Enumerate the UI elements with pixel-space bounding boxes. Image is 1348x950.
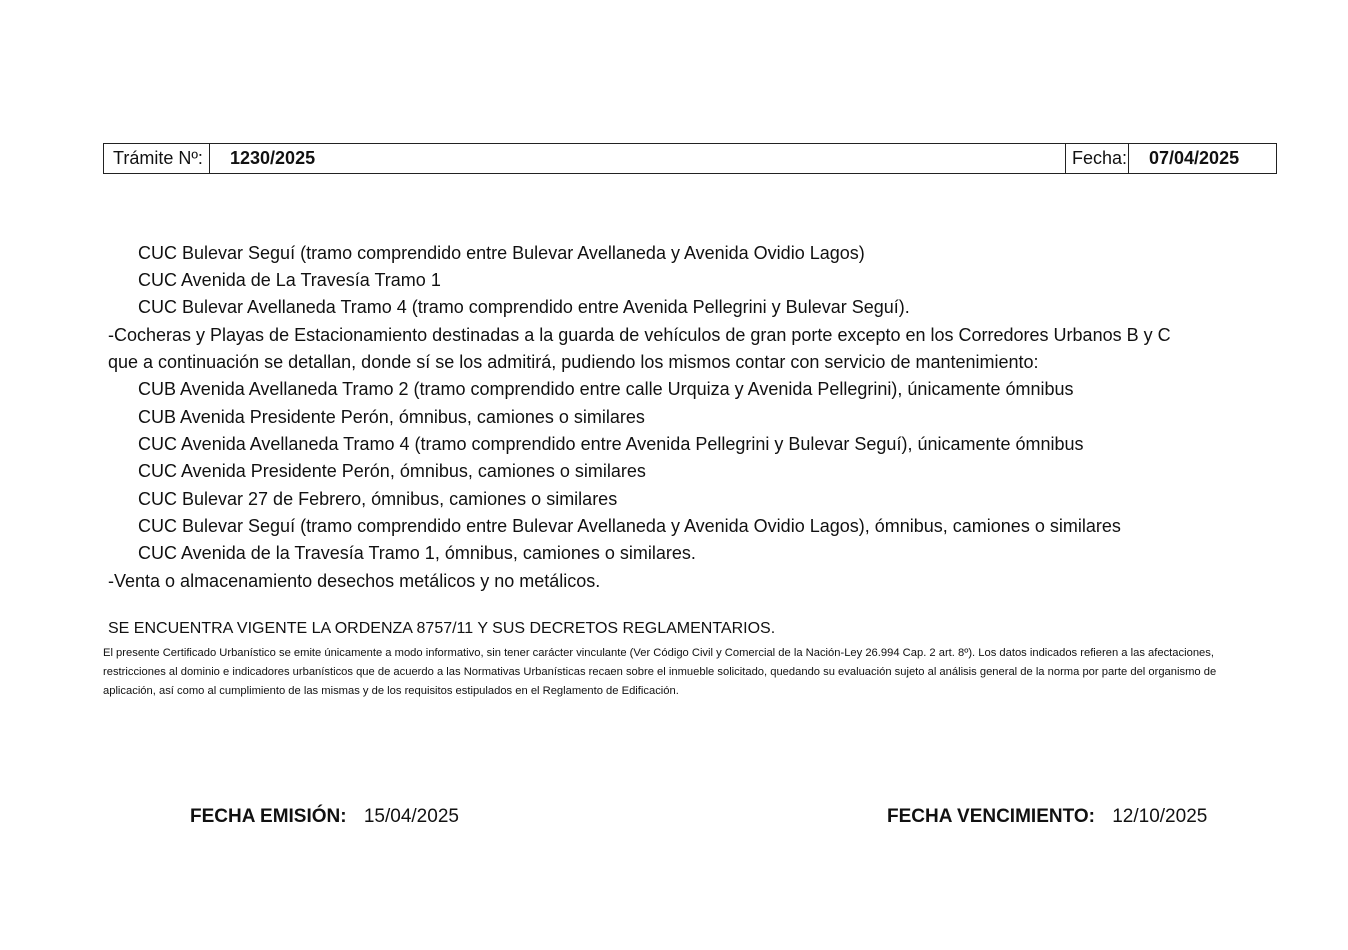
disclaimer-text: El presente Certificado Urbanístico se emite únicamente a modo informativo, sin tener carácter vinculante (Ver Código Civil y Comercial de la Nación-Ley 26.994 Cap. 2 art. 8º). Los datos indicados refieren a las afectaciones, restricciones al dominio e indicadores urbanísticos que de acuerdo a las Normativas Urbanísticas recaen sobre el inmueble solicitado, quedando su evaluación sujeto al análisis general de la norma por parte del organismo de aplicación, así como al cumplimiento de las mismas y de los requisitos estipulados en el Reglamento de Edificación.	[103, 647, 1217, 697]
body-line: CUC Avenida de la Travesía Tramo 1, ómnibus, camiones o similares.	[138, 543, 696, 563]
fecha-emision	[190, 806, 459, 828]
tramite-label: Trámite Nº:	[104, 144, 210, 173]
body-line: CUC Avenida Avellaneda Tramo 4 (tramo comprendido entre Avenida Pellegrini y Bulevar Seguí), únicamente ómnibus	[138, 434, 1084, 454]
body-line: CUC Avenida Presidente Perón, ómnibus, camiones o similares	[138, 461, 646, 481]
tramite-number: 1230/2025	[210, 144, 1066, 173]
tramite-header	[103, 143, 1277, 174]
body-line: CUC Bulevar Seguí (tramo comprendido entre Bulevar Avellaneda y Avenida Ovidio Lagos)	[138, 243, 865, 263]
ordinance-notice: SE ENCUENTRA VIGENTE LA ORDENZA 8757/11 Y SUS DECRETOS REGLAMENTARIOS.	[108, 620, 776, 637]
fecha-vencimiento	[887, 806, 1207, 828]
fecha-vencimiento-label: FECHA VENCIMIENTO:	[887, 806, 1095, 827]
fecha-emision-label: FECHA EMISIÓN:	[190, 806, 347, 827]
body-line: CUB Avenida Avellaneda Tramo 2 (tramo comprendido entre calle Urquiza y Avenida Pellegrini), únicamente ómnibus	[138, 379, 1074, 399]
body-line: que a continuación se detallan, donde sí se los admitirá, pudiendo los mismos contar con servicio de mantenimiento:	[108, 352, 1039, 372]
body-line: CUC Bulevar Avellaneda Tramo 4 (tramo comprendido entre Avenida Pellegrini y Bulevar Seguí).	[138, 297, 910, 317]
fecha-label: Fecha:	[1066, 144, 1129, 173]
body-line: CUC Bulevar Seguí (tramo comprendido entre Bulevar Avellaneda y Avenida Ovidio Lagos), ómnibus, camiones o similares	[138, 516, 1121, 536]
fecha-emision-value: 15/04/2025	[363, 806, 459, 827]
body-line: CUC Bulevar 27 de Febrero, ómnibus, camiones o similares	[138, 489, 618, 509]
body-line: CUB Avenida Presidente Perón, ómnibus, camiones o similares	[138, 407, 645, 427]
fecha-vencimiento-value: 12/10/2025	[1112, 806, 1208, 827]
fecha-value: 07/04/2025	[1149, 148, 1240, 168]
body-line: -Cocheras y Playas de Estacionamiento destinadas a la guarda de vehículos de gran porte excepto en los Corredores Urbanos B y C	[108, 325, 1171, 345]
body-line: CUC Avenida de La Travesía Tramo 1	[138, 270, 441, 290]
body-line: -Venta o almacenamiento desechos metálicos y no metálicos.	[108, 571, 601, 591]
